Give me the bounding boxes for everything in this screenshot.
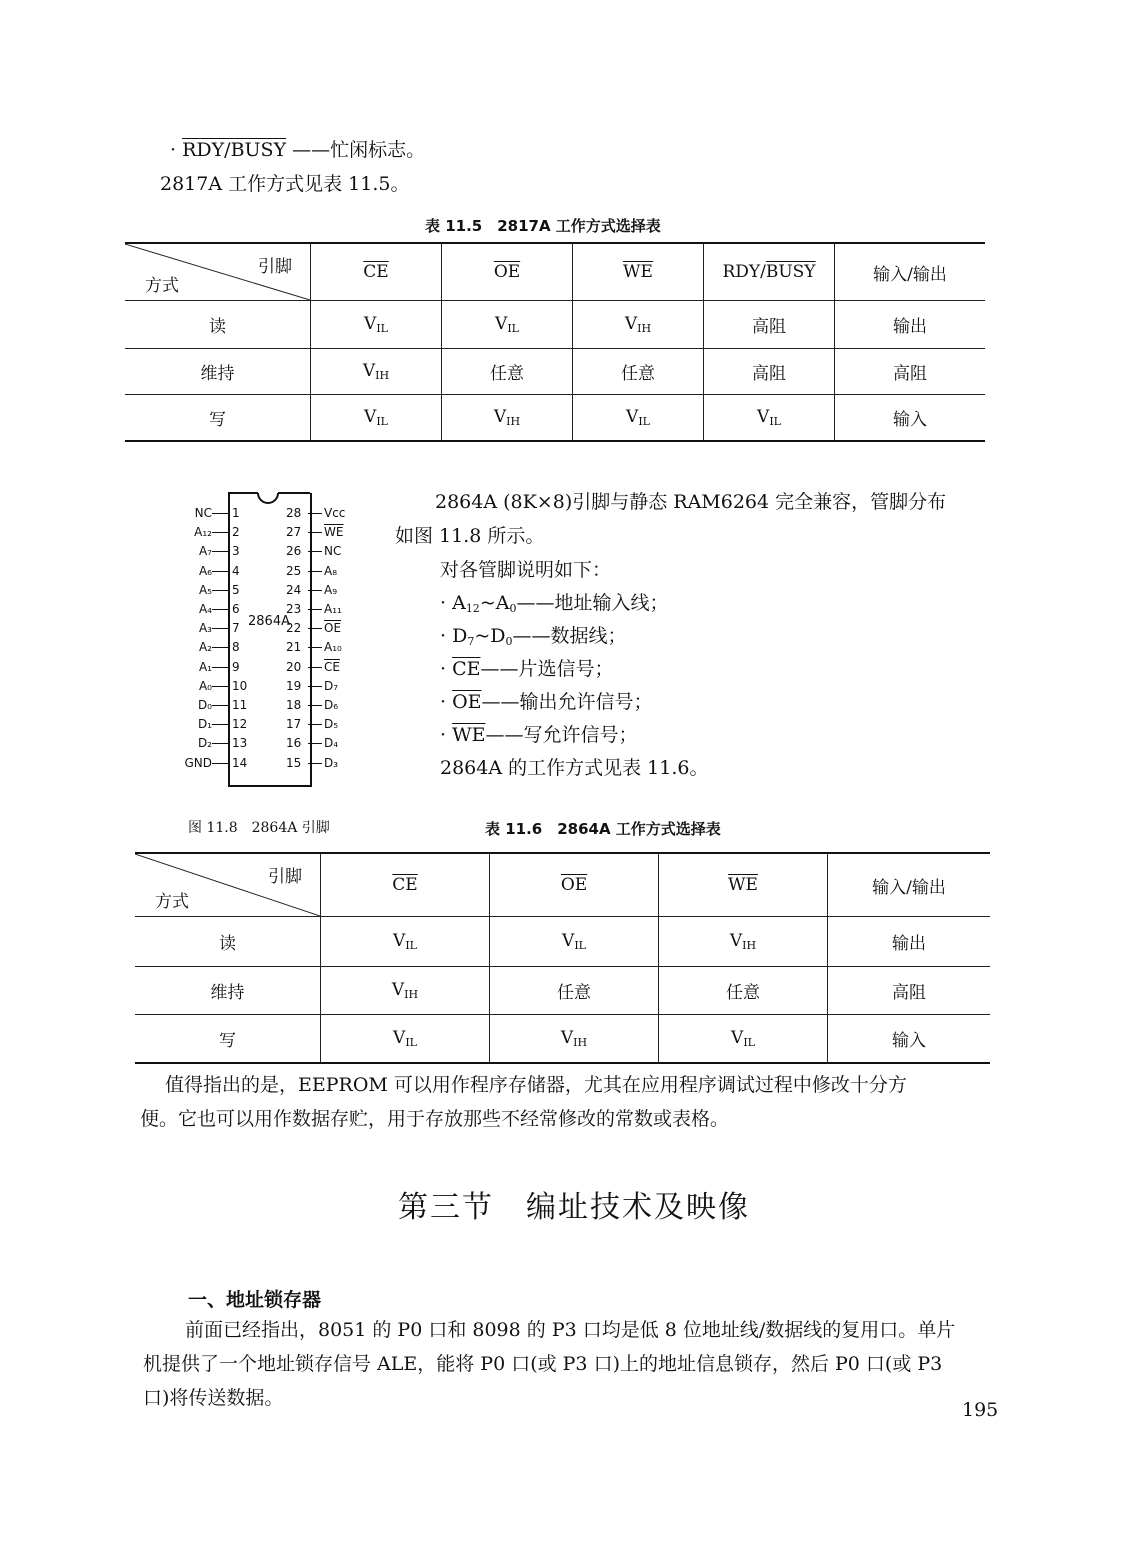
cell: 任意 <box>659 967 828 1015</box>
pin-label: A₂ <box>198 640 212 655</box>
pin-lead <box>212 647 228 648</box>
cell: $V_{IL}$ <box>311 301 442 349</box>
col-ce: $\overline{CE}$ <box>392 875 418 895</box>
cell: 输出 <box>828 917 991 967</box>
pin-desc-ce: · $\overline{CE}——$片选信号； <box>440 658 614 680</box>
pin-lead <box>212 513 228 514</box>
table-row <box>135 967 990 1015</box>
cell: $V_{IL}$ <box>490 917 659 967</box>
cell: $V_{IL}$ <box>704 395 835 441</box>
section-line: 前面已经指出，8051 的 P0 口和 8098 的 P3 口均是低 8 位地址线/数据线的复用口。单片 <box>185 1319 956 1341</box>
table-row <box>125 301 985 349</box>
pin-number: 7 <box>232 621 240 636</box>
pin-number: 21 <box>286 640 302 655</box>
pin-label: D₄ <box>324 736 339 751</box>
cell: 高阻 <box>828 967 991 1015</box>
pin-number: 28 <box>286 506 302 520</box>
pin-number: 10 <box>232 678 248 693</box>
rdy-busy-signal: RDY/BUSY <box>182 139 287 161</box>
pin-number: 6 <box>232 602 240 616</box>
pin-label: A₃ <box>198 621 212 636</box>
pin-lead <box>212 590 228 591</box>
pin-label: Vcc <box>324 506 346 520</box>
pin-lead <box>308 551 322 552</box>
pin-desc-we: · $\overline{WE}——$写允许信号； <box>440 724 638 746</box>
pin-label: D₀ <box>197 698 212 712</box>
pin-lead <box>308 667 322 668</box>
pin-label: D₇ <box>324 678 339 693</box>
cell: 输入 <box>828 1015 991 1063</box>
chip-name: 2864A <box>248 614 290 629</box>
table-2817a-modes <box>125 242 985 442</box>
pin-number: 14 <box>232 755 248 770</box>
pin-number: 26 <box>286 544 302 559</box>
table-row <box>125 395 985 441</box>
pin-lead <box>308 590 322 591</box>
table1-caption: 表 11.5 2817A 工作方式选择表 <box>425 217 661 235</box>
table-row <box>135 917 990 967</box>
chip-top-notch <box>226 491 314 507</box>
cell: $V_{IH}$ <box>321 967 490 1015</box>
pin-label: A₁₁ <box>324 602 342 616</box>
cell: $V_{IH}$ <box>442 395 573 441</box>
section-line: 机提供了一个地址锁存信号 ALE，能将 P0 口(或 P3 口)上的地址信息锁存，然后 P0 口(或 P3 <box>143 1353 943 1375</box>
section-line: 口)将传送数据。 <box>143 1387 284 1409</box>
pin-number: 2 <box>232 525 240 540</box>
cell: $V_{IL}$ <box>311 395 442 441</box>
row-mode: 读 <box>125 301 311 349</box>
pin-label: D₂ <box>197 736 212 751</box>
cell: $V_{IH}$ <box>311 349 442 395</box>
pin-lead <box>308 571 322 572</box>
pin-label: A₈ <box>324 563 338 578</box>
table-2864a-modes <box>135 852 990 1064</box>
pin-lead <box>212 628 228 629</box>
table-row <box>135 1015 990 1063</box>
cell: 输出 <box>835 301 986 349</box>
cell: 高阻 <box>835 349 986 395</box>
cell: $V_{IL}$ <box>659 1015 828 1063</box>
pin-lead <box>212 571 228 572</box>
busy-bullet: · RDY/BUSY ——忙闲标志。 <box>170 139 426 161</box>
figure-caption: 图 11.8 2864A 引脚 <box>188 820 330 836</box>
pin-number: 5 <box>232 582 240 597</box>
table-row <box>125 349 985 395</box>
para-line: 便。它也可以用作数据存贮，用于存放那些不经常修改的常数或表格。 <box>140 1108 730 1130</box>
pin-number: 4 <box>232 563 240 578</box>
desc-line: 对各管脚说明如下： <box>440 559 612 581</box>
pin-number: 20 <box>286 659 302 674</box>
page-number: 195 <box>962 1399 999 1421</box>
pin-label: GND <box>184 755 212 770</box>
para-line: 值得指出的是，EEPROM 可以用作程序存储器，尤其在应用程序调试过程中修改十分方 <box>165 1074 907 1096</box>
desc-line: 2864A 的工作方式见表 11.6。 <box>440 757 709 779</box>
pin-label: A₀ <box>198 678 212 693</box>
col-we: $\overline{WE}$ <box>728 875 758 895</box>
pin-number: 11 <box>232 698 248 712</box>
pin-lead <box>212 763 228 764</box>
pin-label: $\overline{OE}$ <box>324 621 342 636</box>
cell: $V_{IL}$ <box>573 395 704 441</box>
pin-number: 18 <box>286 698 302 712</box>
cell: $V_{IL}$ <box>321 1015 490 1063</box>
cell: 任意 <box>573 349 704 395</box>
pin-number: 15 <box>286 755 302 770</box>
cell: $V_{IH}$ <box>490 1015 659 1063</box>
pin-desc-address: · $A_{12}\sim A_0——$地址输入线； <box>440 592 669 615</box>
col-io: 输入/输出 <box>835 243 986 301</box>
subsection-title: 一、地址锁存器 <box>188 1289 322 1311</box>
table2-corner <box>135 853 321 917</box>
pin-lead <box>212 551 228 552</box>
pin-label: A₁₂ <box>194 525 212 540</box>
col-ce: $\overline{CE}$ <box>363 262 389 282</box>
pin-lead <box>212 743 228 744</box>
pin-number: 24 <box>286 582 302 597</box>
pin-lead <box>212 609 228 610</box>
pin-label: A₆ <box>198 563 212 578</box>
cell: 任意 <box>442 349 573 395</box>
busy-bullet-desc: ——忙闲标志。 <box>292 139 426 161</box>
pin-label: A₉ <box>324 582 338 597</box>
row-mode: 读 <box>135 917 321 967</box>
pin-number: 22 <box>286 621 302 636</box>
pin-lead <box>212 705 228 706</box>
pin-lead <box>308 513 322 514</box>
row-mode: 写 <box>135 1015 321 1063</box>
pin-number: 8 <box>232 640 240 655</box>
pin-desc-data: · $D_7\sim D_0——$数据线； <box>440 625 627 648</box>
pin-lead <box>308 763 322 764</box>
cell: 任意 <box>490 967 659 1015</box>
pin-label: NC <box>324 544 342 559</box>
header-mode: 方式 <box>145 276 179 296</box>
pin-number: 17 <box>286 717 302 732</box>
row-mode: 维持 <box>125 349 311 395</box>
row-mode: 写 <box>125 395 311 441</box>
pin-number: 19 <box>286 678 302 693</box>
pin-label: A₄ <box>198 602 212 616</box>
cell: $V_{IL}$ <box>321 917 490 967</box>
pin-number: 1 <box>232 506 240 520</box>
pin-label: D₅ <box>324 717 339 732</box>
pin-label: A₅ <box>198 582 212 597</box>
pin-desc-oe: · $\overline{OE}——$输出允许信号； <box>440 691 653 713</box>
section-title: 第三节 编址技术及映像 <box>398 1190 750 1225</box>
pin-lead <box>308 628 322 629</box>
pin-label: D₆ <box>324 698 339 712</box>
pin-lead <box>308 609 322 610</box>
pin-lead <box>308 532 322 533</box>
pin-lead <box>308 686 322 687</box>
table1-corner <box>125 243 311 301</box>
cell: 高阻 <box>704 349 835 395</box>
intro-line: 2817A 工作方式见表 11.5。 <box>160 173 410 195</box>
pin-label: $\overline{CE}$ <box>324 659 340 674</box>
header-mode: 方式 <box>155 892 189 912</box>
pin-lead <box>212 532 228 533</box>
col-rdy-busy: RDY/BUSY <box>704 243 835 301</box>
pin-lead <box>212 724 228 725</box>
pin-label: A₁ <box>198 659 212 674</box>
pin-number: 25 <box>286 563 302 578</box>
col-io: 输入/输出 <box>828 853 991 917</box>
cell: $V_{IL}$ <box>442 301 573 349</box>
desc-line: 2864A (8K×8)引脚与静态 RAM6264 完全兼容，管脚分布 <box>435 491 947 513</box>
cell: $V_{IH}$ <box>573 301 704 349</box>
pin-label: D₁ <box>197 717 212 732</box>
header-pin: 引脚 <box>268 867 302 887</box>
pin-label: NC <box>194 506 212 520</box>
pin-lead <box>308 724 322 725</box>
pin-lead <box>308 705 322 706</box>
pin-number: 23 <box>286 602 302 616</box>
pin-label: A₇ <box>198 544 212 559</box>
col-oe: $\overline{OE}$ <box>493 262 521 282</box>
col-oe: $\overline{OE}$ <box>560 875 588 895</box>
pin-number: 3 <box>232 544 240 559</box>
pin-number: 13 <box>232 736 248 751</box>
header-pin: 引脚 <box>258 257 292 277</box>
pin-lead <box>308 743 322 744</box>
pin-number: 12 <box>232 717 248 732</box>
pin-number: 9 <box>232 659 240 674</box>
desc-line: 如图 11.8 所示。 <box>395 525 545 547</box>
cell: 高阻 <box>704 301 835 349</box>
pin-lead <box>212 667 228 668</box>
table2-caption: 表 11.6 2864A 工作方式选择表 <box>485 820 721 838</box>
pin-lead <box>212 686 228 687</box>
cell: 输入 <box>835 395 986 441</box>
row-mode: 维持 <box>135 967 321 1015</box>
pin-label: A₁₀ <box>324 640 342 655</box>
pin-label: D₃ <box>324 755 339 770</box>
pin-label: $\overline{WE}$ <box>324 525 344 540</box>
pin-number: 27 <box>286 525 302 540</box>
col-we: $\overline{WE}$ <box>623 262 653 282</box>
cell: $V_{IH}$ <box>659 917 828 967</box>
pin-number: 16 <box>286 736 302 751</box>
pin-lead <box>308 647 322 648</box>
